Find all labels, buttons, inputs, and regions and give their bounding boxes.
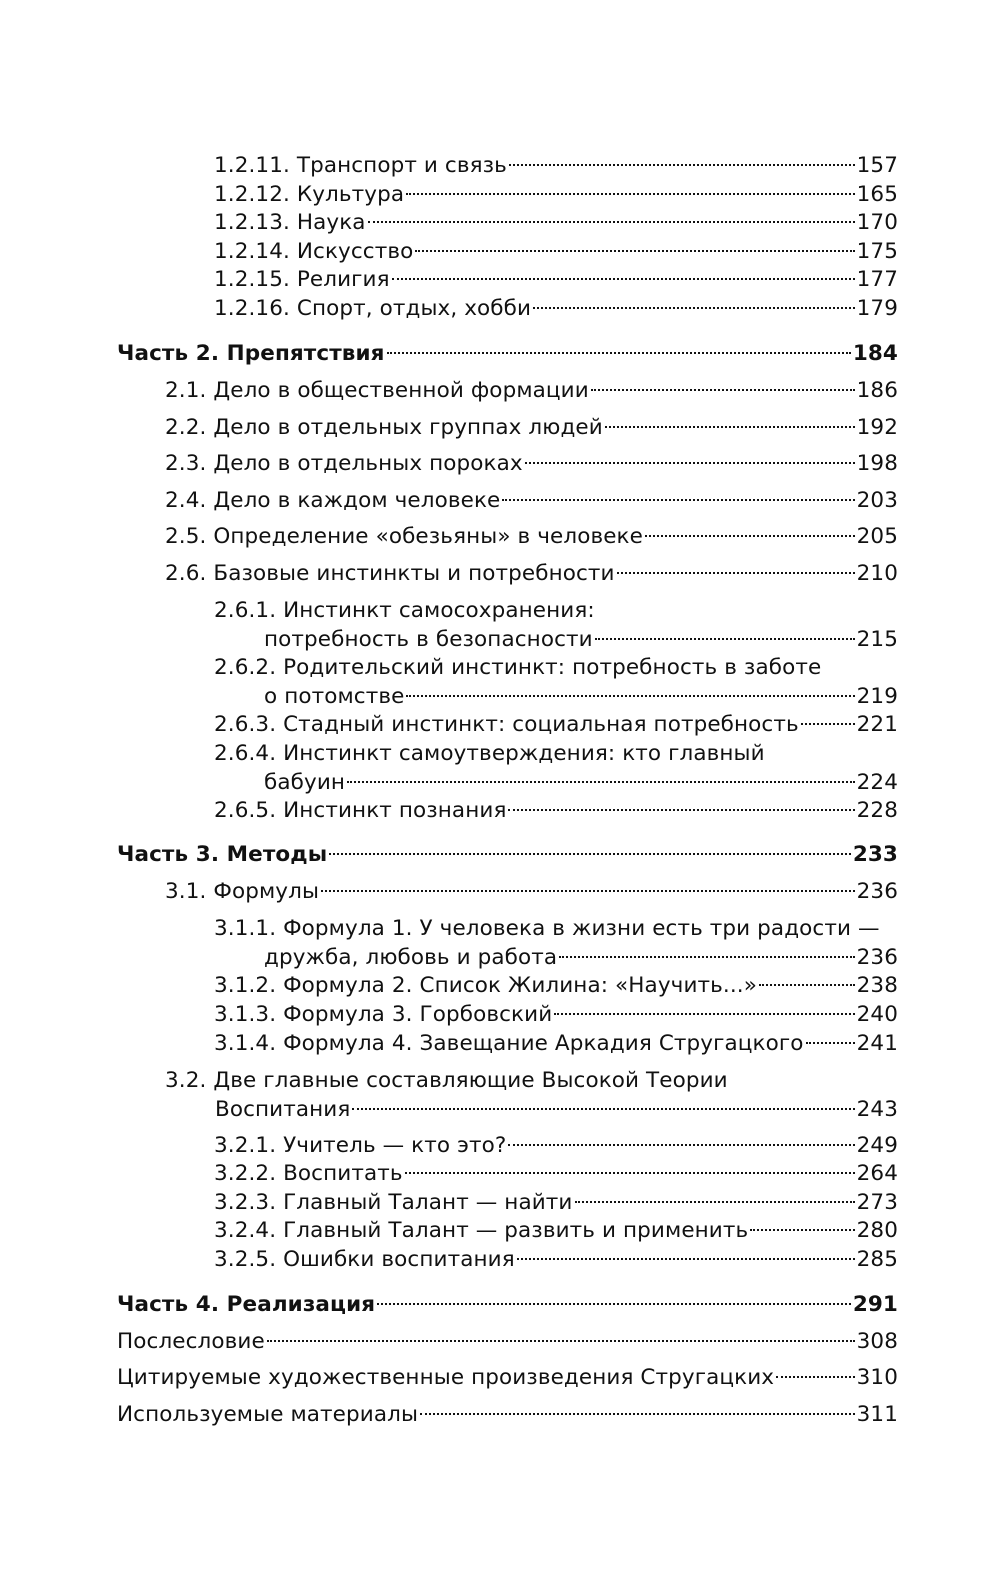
dot-leader [415, 250, 854, 252]
dot-leader [329, 853, 851, 855]
dot-leader [595, 638, 855, 640]
dot-leader [508, 1144, 854, 1146]
toc-page-number: 308 [856, 1329, 898, 1354]
toc-page-number: 210 [856, 561, 898, 586]
toc-entry-title: 3.2.1. Учитель — кто это? [214, 1133, 507, 1158]
toc-entry-title: 3.1.2. Формула 2. Список Жилина: «Научить...» [214, 973, 757, 998]
toc-entry-title: 2.2. Дело в отдельных группах людей [165, 415, 603, 440]
toc-entry [165, 523, 898, 552]
toc-entry [165, 560, 898, 589]
toc-entry-title: 2.4. Дело в каждом человеке [165, 488, 501, 513]
toc-page-number: 177 [856, 267, 898, 292]
toc-page-number: 236 [856, 879, 898, 904]
toc-entry [214, 654, 898, 711]
dot-leader [801, 723, 855, 725]
toc-entry-title-continued: о потомстве [264, 683, 405, 709]
toc-entry [165, 450, 898, 479]
toc-entry-title-continued: Воспитания [215, 1096, 351, 1122]
dot-leader [617, 572, 855, 574]
toc-page-number: 240 [856, 1002, 898, 1027]
dot-leader [502, 499, 854, 501]
toc-entry [214, 1160, 898, 1189]
toc-page-number: 285 [856, 1247, 898, 1272]
dot-leader [554, 1013, 854, 1015]
toc-entry [214, 1001, 898, 1030]
toc-entry [117, 1401, 898, 1430]
toc-entry [214, 740, 898, 797]
toc-entry [214, 915, 898, 972]
toc-page-number: 186 [856, 378, 898, 403]
toc-page-number: 310 [856, 1365, 898, 1390]
toc-entry [165, 1067, 898, 1124]
dot-leader [392, 278, 855, 280]
dot-leader [517, 1258, 855, 1260]
dot-leader [406, 193, 855, 195]
toc-page-number: 243 [856, 1096, 898, 1122]
toc-page-number: 192 [856, 415, 898, 440]
toc-entry-title: Послесловие [117, 1329, 265, 1354]
toc-part-heading [117, 841, 898, 870]
toc-part-title: Часть 2. Препятствия [117, 341, 385, 366]
toc-entry [165, 377, 898, 406]
toc-entry [214, 1217, 898, 1246]
toc-page-number: 205 [856, 524, 898, 549]
toc-entry [214, 181, 898, 210]
toc-page-number: 219 [856, 683, 898, 709]
toc-entry [165, 878, 898, 907]
dot-leader [759, 984, 855, 986]
toc-entry-title: Цитируемые художественные произведения Стругацких [117, 1365, 775, 1390]
toc-entry [214, 597, 898, 654]
toc-page-number: 249 [856, 1133, 898, 1158]
toc-entry [214, 209, 898, 238]
toc-entry [165, 414, 898, 443]
toc-page-number: 241 [856, 1031, 898, 1056]
toc-entry-title-continued: дружба, любовь и работа [264, 944, 558, 970]
toc-part-heading [117, 340, 898, 369]
toc-entry-title: 3.2.2. Воспитать [214, 1161, 403, 1186]
dot-leader [508, 809, 854, 811]
toc-page-number: 170 [856, 210, 898, 235]
toc-entry-title: 3.1. Формулы [165, 879, 320, 904]
dot-leader [575, 1201, 855, 1203]
toc-entry-title: 1.2.15. Религия [214, 267, 390, 292]
toc-page-number: 233 [852, 842, 898, 867]
toc-entry [214, 266, 898, 295]
toc-page-number: 238 [856, 973, 898, 998]
toc-page-number: 280 [856, 1218, 898, 1243]
toc-page-number: 203 [856, 488, 898, 513]
toc-entry-title: 1.2.13. Наука [214, 210, 366, 235]
toc-part-title: Часть 3. Методы [117, 842, 328, 867]
toc-entry-title: 3.2.5. Ошибки воспитания [214, 1247, 515, 1272]
toc-entry-title: 2.5. Определение «обезьяны» в человеке [165, 524, 643, 549]
toc-entry [214, 238, 898, 267]
toc-page-number: 224 [856, 769, 898, 795]
dot-leader [405, 1172, 855, 1174]
toc-entry-title: 2.1. Дело в общественной формации [165, 378, 589, 403]
toc-page-number: 215 [856, 626, 898, 652]
toc-page-number: 236 [856, 944, 898, 970]
toc-page-number: 264 [856, 1161, 898, 1186]
toc-entry [165, 487, 898, 516]
toc-entry-title: 1.2.14. Искусство [214, 239, 414, 264]
toc-page-number: 157 [856, 153, 898, 178]
toc-entry [117, 1328, 898, 1357]
toc-page-number: 273 [856, 1190, 898, 1215]
toc-page-number: 184 [852, 341, 898, 366]
toc-entry-title: 1.2.12. Культура [214, 182, 405, 207]
toc-page-number: 311 [856, 1402, 898, 1427]
toc-entry [214, 972, 898, 1001]
dot-leader [267, 1340, 855, 1342]
toc-entry-title: 2.6.4. Инстинкт самоутверждения: кто главный [214, 741, 765, 766]
toc-entry [214, 295, 898, 324]
toc-part-title: Часть 4. Реализация [117, 1292, 376, 1317]
toc-entry [214, 797, 898, 826]
dot-leader [605, 426, 855, 428]
dot-leader [321, 890, 855, 892]
dot-leader [645, 535, 855, 537]
toc-entry-title-continued: потребность в безопасности [264, 626, 593, 652]
toc-entry-title: 1.2.16. Спорт, отдых, хобби [214, 296, 532, 321]
toc-entry-title-continued: бабуин [264, 769, 346, 795]
toc-entry-title: 2.6. Базовые инстинкты и потребности [165, 561, 615, 586]
toc-page-number: 175 [856, 239, 898, 264]
dot-leader [368, 221, 855, 223]
toc-entry-title: 2.6.2. Родительский инстинкт: потребность в заботе [214, 655, 822, 680]
toc-entry [214, 1189, 898, 1218]
toc-page-number: 165 [856, 182, 898, 207]
toc-page-number: 221 [856, 712, 898, 737]
toc-page-number: 179 [856, 296, 898, 321]
toc-entry [214, 152, 898, 181]
toc-entry-title: 3.1.3. Формула 3. Горбовский [214, 1002, 553, 1027]
dot-leader [377, 1303, 851, 1305]
toc-entry-title: 3.1.4. Формула 4. Завещание Аркадия Стругацкого [214, 1031, 804, 1056]
dot-leader [347, 781, 855, 783]
dot-leader [559, 956, 854, 958]
toc-entry [214, 1030, 898, 1059]
dot-leader [420, 1413, 855, 1415]
toc-entry-title: 2.3. Дело в отдельных пороках [165, 451, 523, 476]
toc-entry-title: 3.2.3. Главный Талант — найти [214, 1190, 573, 1215]
dot-leader [806, 1042, 855, 1044]
dot-leader [387, 352, 851, 354]
toc-entry [214, 1132, 898, 1161]
toc-entry-title: 2.6.3. Стадный инстинкт: социальная потребность [214, 712, 799, 737]
dot-leader [533, 307, 855, 309]
dot-leader [406, 695, 854, 697]
toc-entry-title: 1.2.11. Транспорт и связь [214, 153, 507, 178]
toc-page-number: 228 [856, 798, 898, 823]
dot-leader [525, 462, 855, 464]
toc-entry-title: 2.6.5. Инстинкт познания [214, 798, 507, 823]
toc-entry-title: 3.2.4. Главный Талант — развить и применить [214, 1218, 749, 1243]
dot-leader [776, 1376, 855, 1378]
toc-page-number: 198 [856, 451, 898, 476]
toc-entry-title: 3.2. Две главные составляющие Высокой Теории [165, 1068, 728, 1093]
toc-page-number: 291 [852, 1292, 898, 1317]
toc-entry-title: 3.1.1. Формула 1. У человека в жизни есть три радости — [214, 916, 880, 941]
dot-leader [750, 1229, 854, 1231]
toc-entry [214, 1246, 898, 1275]
toc-entry-title: 2.6.1. Инстинкт самосохранения: [214, 598, 595, 623]
toc-part-heading [117, 1291, 898, 1320]
toc-entry [117, 1364, 898, 1393]
dot-leader [352, 1108, 854, 1110]
dot-leader [509, 164, 855, 166]
toc-entry [214, 711, 898, 740]
toc-entry-title: Используемые материалы [117, 1402, 419, 1427]
dot-leader [591, 389, 855, 391]
